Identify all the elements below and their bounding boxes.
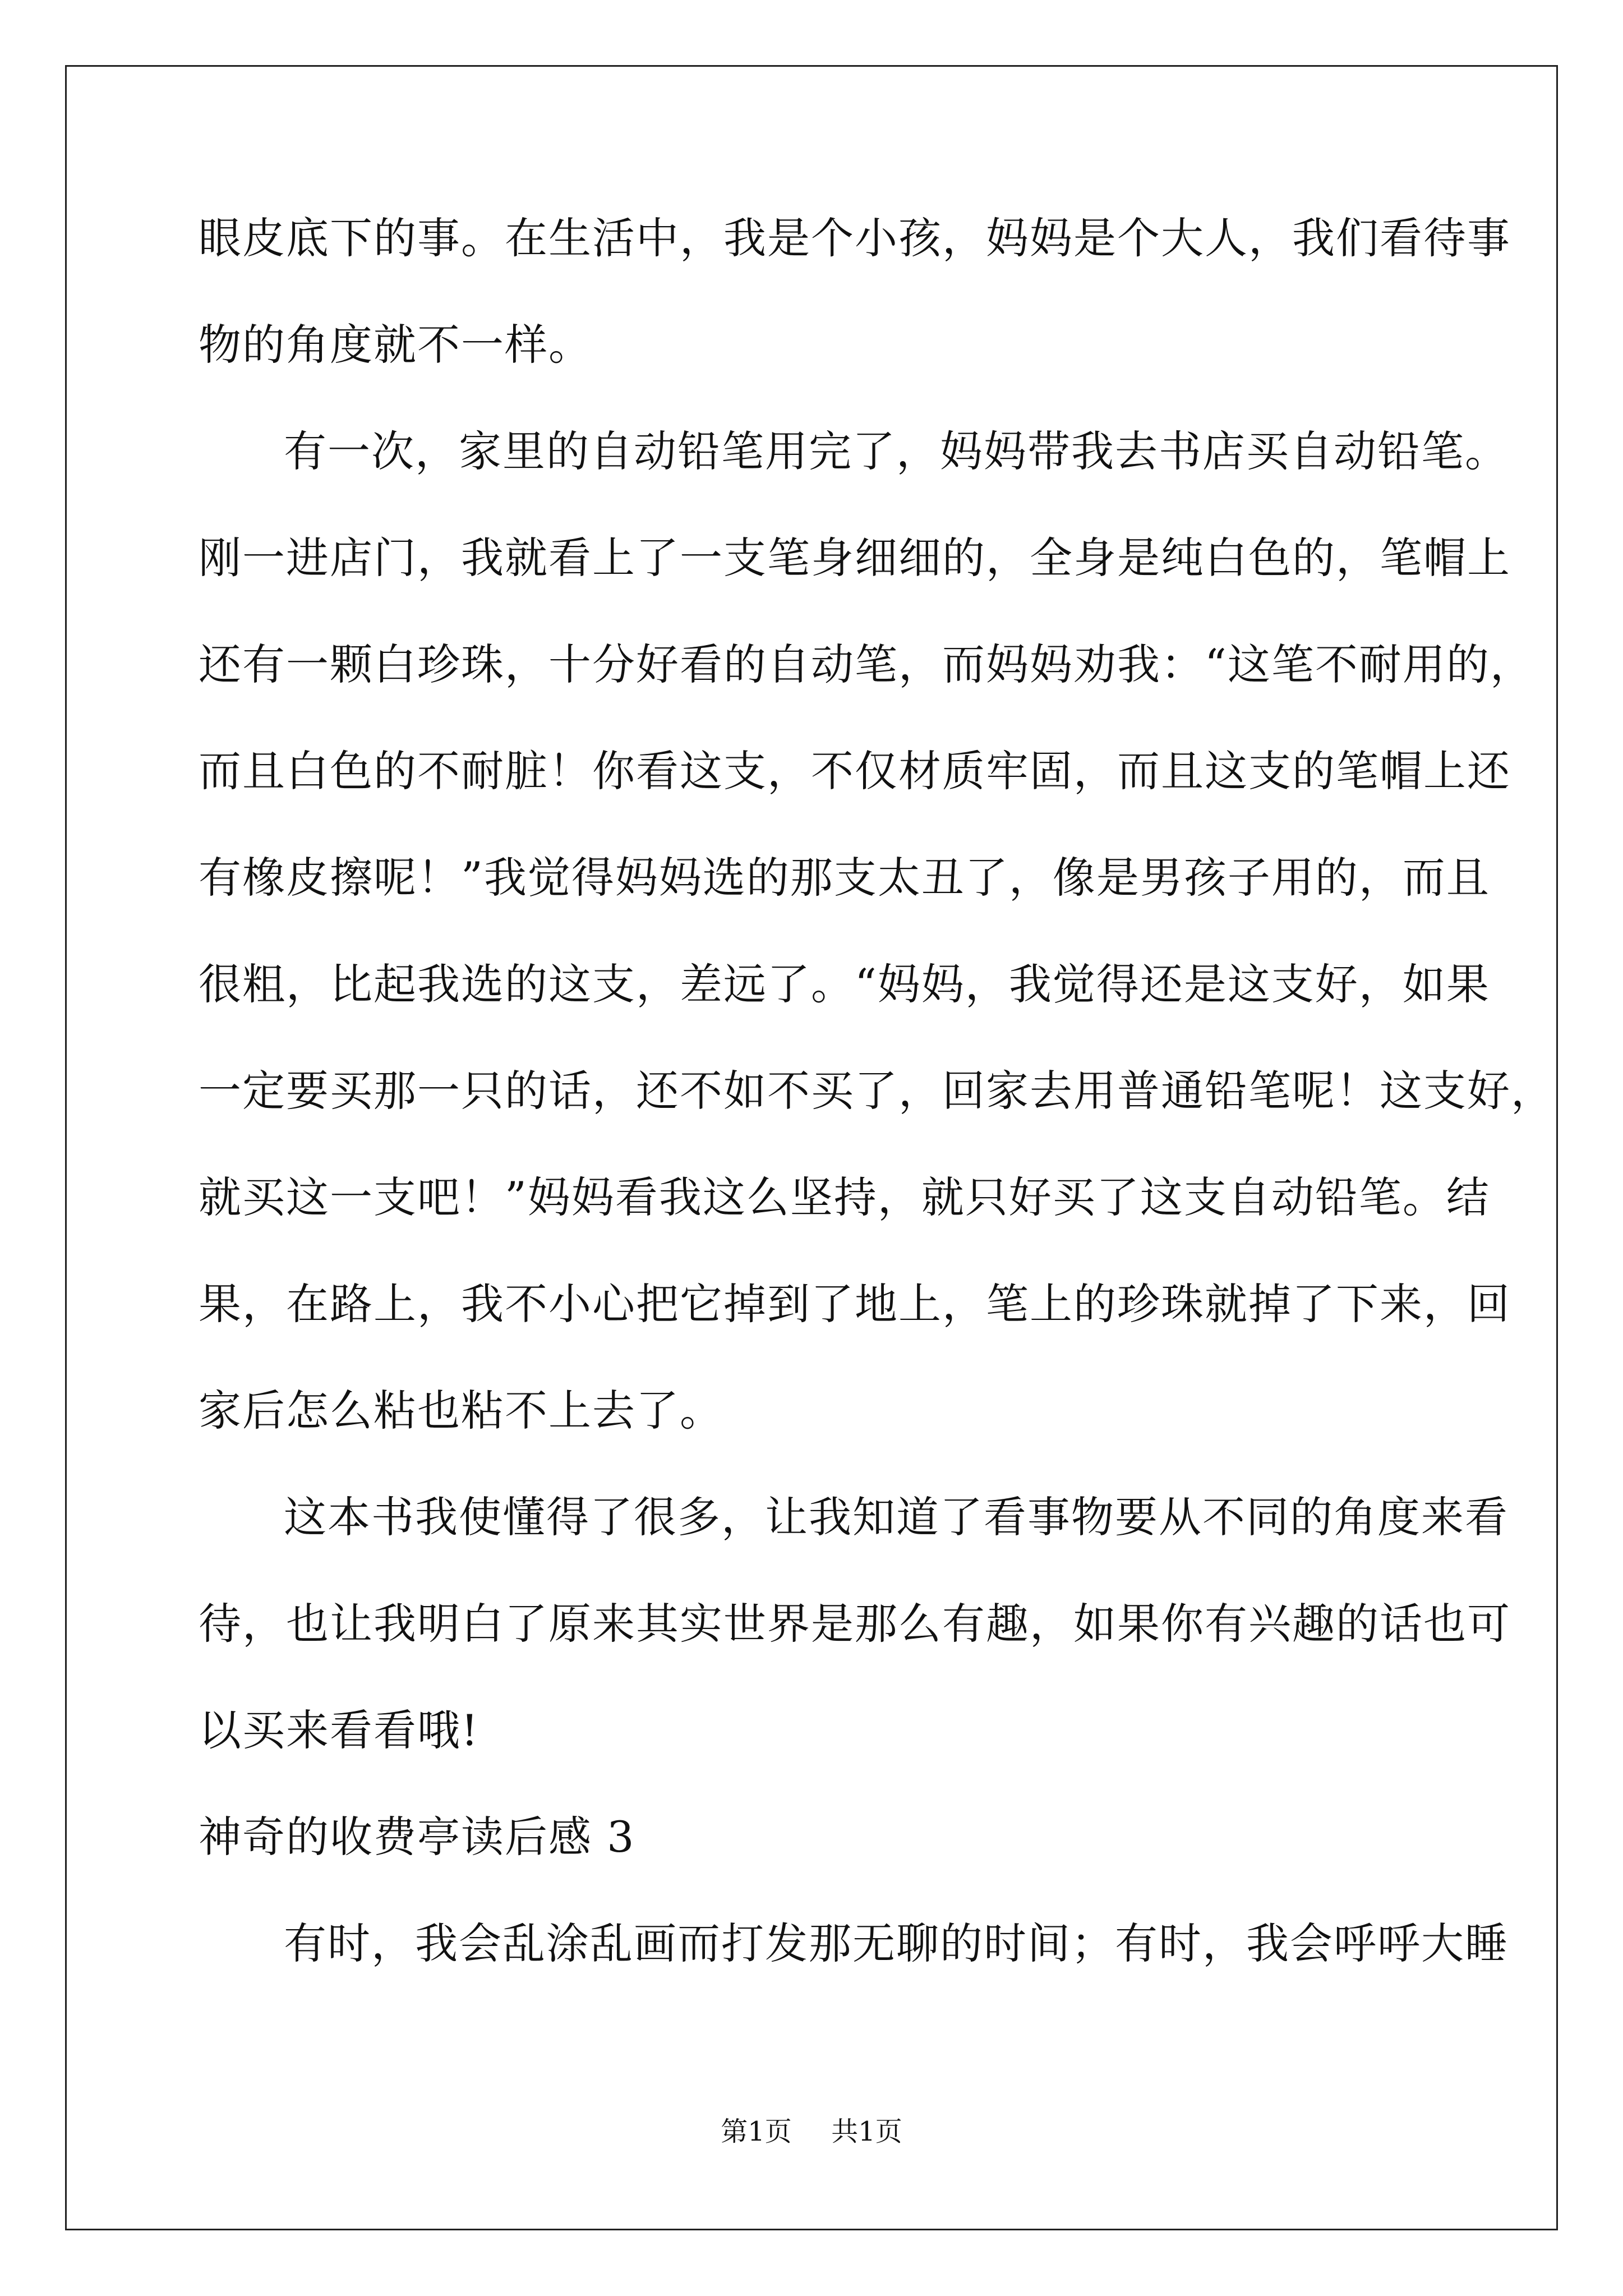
paragraph-start: 有时，我会乱涂乱画而打发那无聊的时间；有时，我会呼呼大睡 — [284, 1918, 1509, 1968]
text-line: 还有一颗白珍珠，十分好看的自动笔，而妈妈劝我：“这笔不耐用的， — [199, 639, 1534, 689]
text-line: 以买来看看哦! — [199, 1705, 479, 1755]
text-line: 而且白色的不耐脏！你看这支，不仅材质牢固，而且这支的笔帽上还 — [199, 746, 1511, 796]
text-line: 就买这一支吧！”妈妈看我这么坚持，就只好买了这支自动铅笔。结 — [199, 1172, 1490, 1222]
text-line: 眼皮底下的事。在生活中，我是个小孩，妈妈是个大人，我们看待事 — [199, 213, 1511, 263]
document-body — [199, 213, 1555, 2025]
text-line: 一定要买那一只的话，还不如不买了，回家去用普通铅笔呢！这支好， — [199, 1066, 1555, 1116]
section-heading: 神奇的收费亭读后感 3 — [199, 1812, 635, 1862]
text-line: 果，在路上，我不小心把它掉到了地上，笔上的珍珠就掉了下来，回 — [199, 1279, 1511, 1329]
text-line: 家后怎么粘也粘不上去了。 — [199, 1386, 723, 1435]
text-line: 有橡皮擦呢！”我觉得妈妈选的那支太丑了，像是男孩子用的，而且 — [199, 853, 1490, 903]
text-line: 很粗，比起我选的这支，差远了。“妈妈，我觉得还是这支好，如果 — [199, 959, 1490, 1009]
page-footer — [0, 2115, 1623, 2148]
text-line: 刚一进店门，我就看上了一支笔身细细的，全身是纯白色的，笔帽上 — [199, 533, 1511, 583]
text-line: 待，也让我明白了原来其实世界是那么有趣，如果你有兴趣的话也可 — [199, 1599, 1511, 1649]
text-line: 物的角度就不一样。 — [199, 320, 592, 370]
page-number-total: 共1页 — [831, 2116, 902, 2147]
paragraph-start: 这本书我使懂得了很多，让我知道了看事物要从不同的角度来看 — [284, 1492, 1509, 1542]
paragraph-start: 有一次，家里的自动铅笔用完了，妈妈带我去书店买自动铅笔。 — [284, 426, 1509, 476]
page-number-current: 第1页 — [721, 2116, 792, 2147]
